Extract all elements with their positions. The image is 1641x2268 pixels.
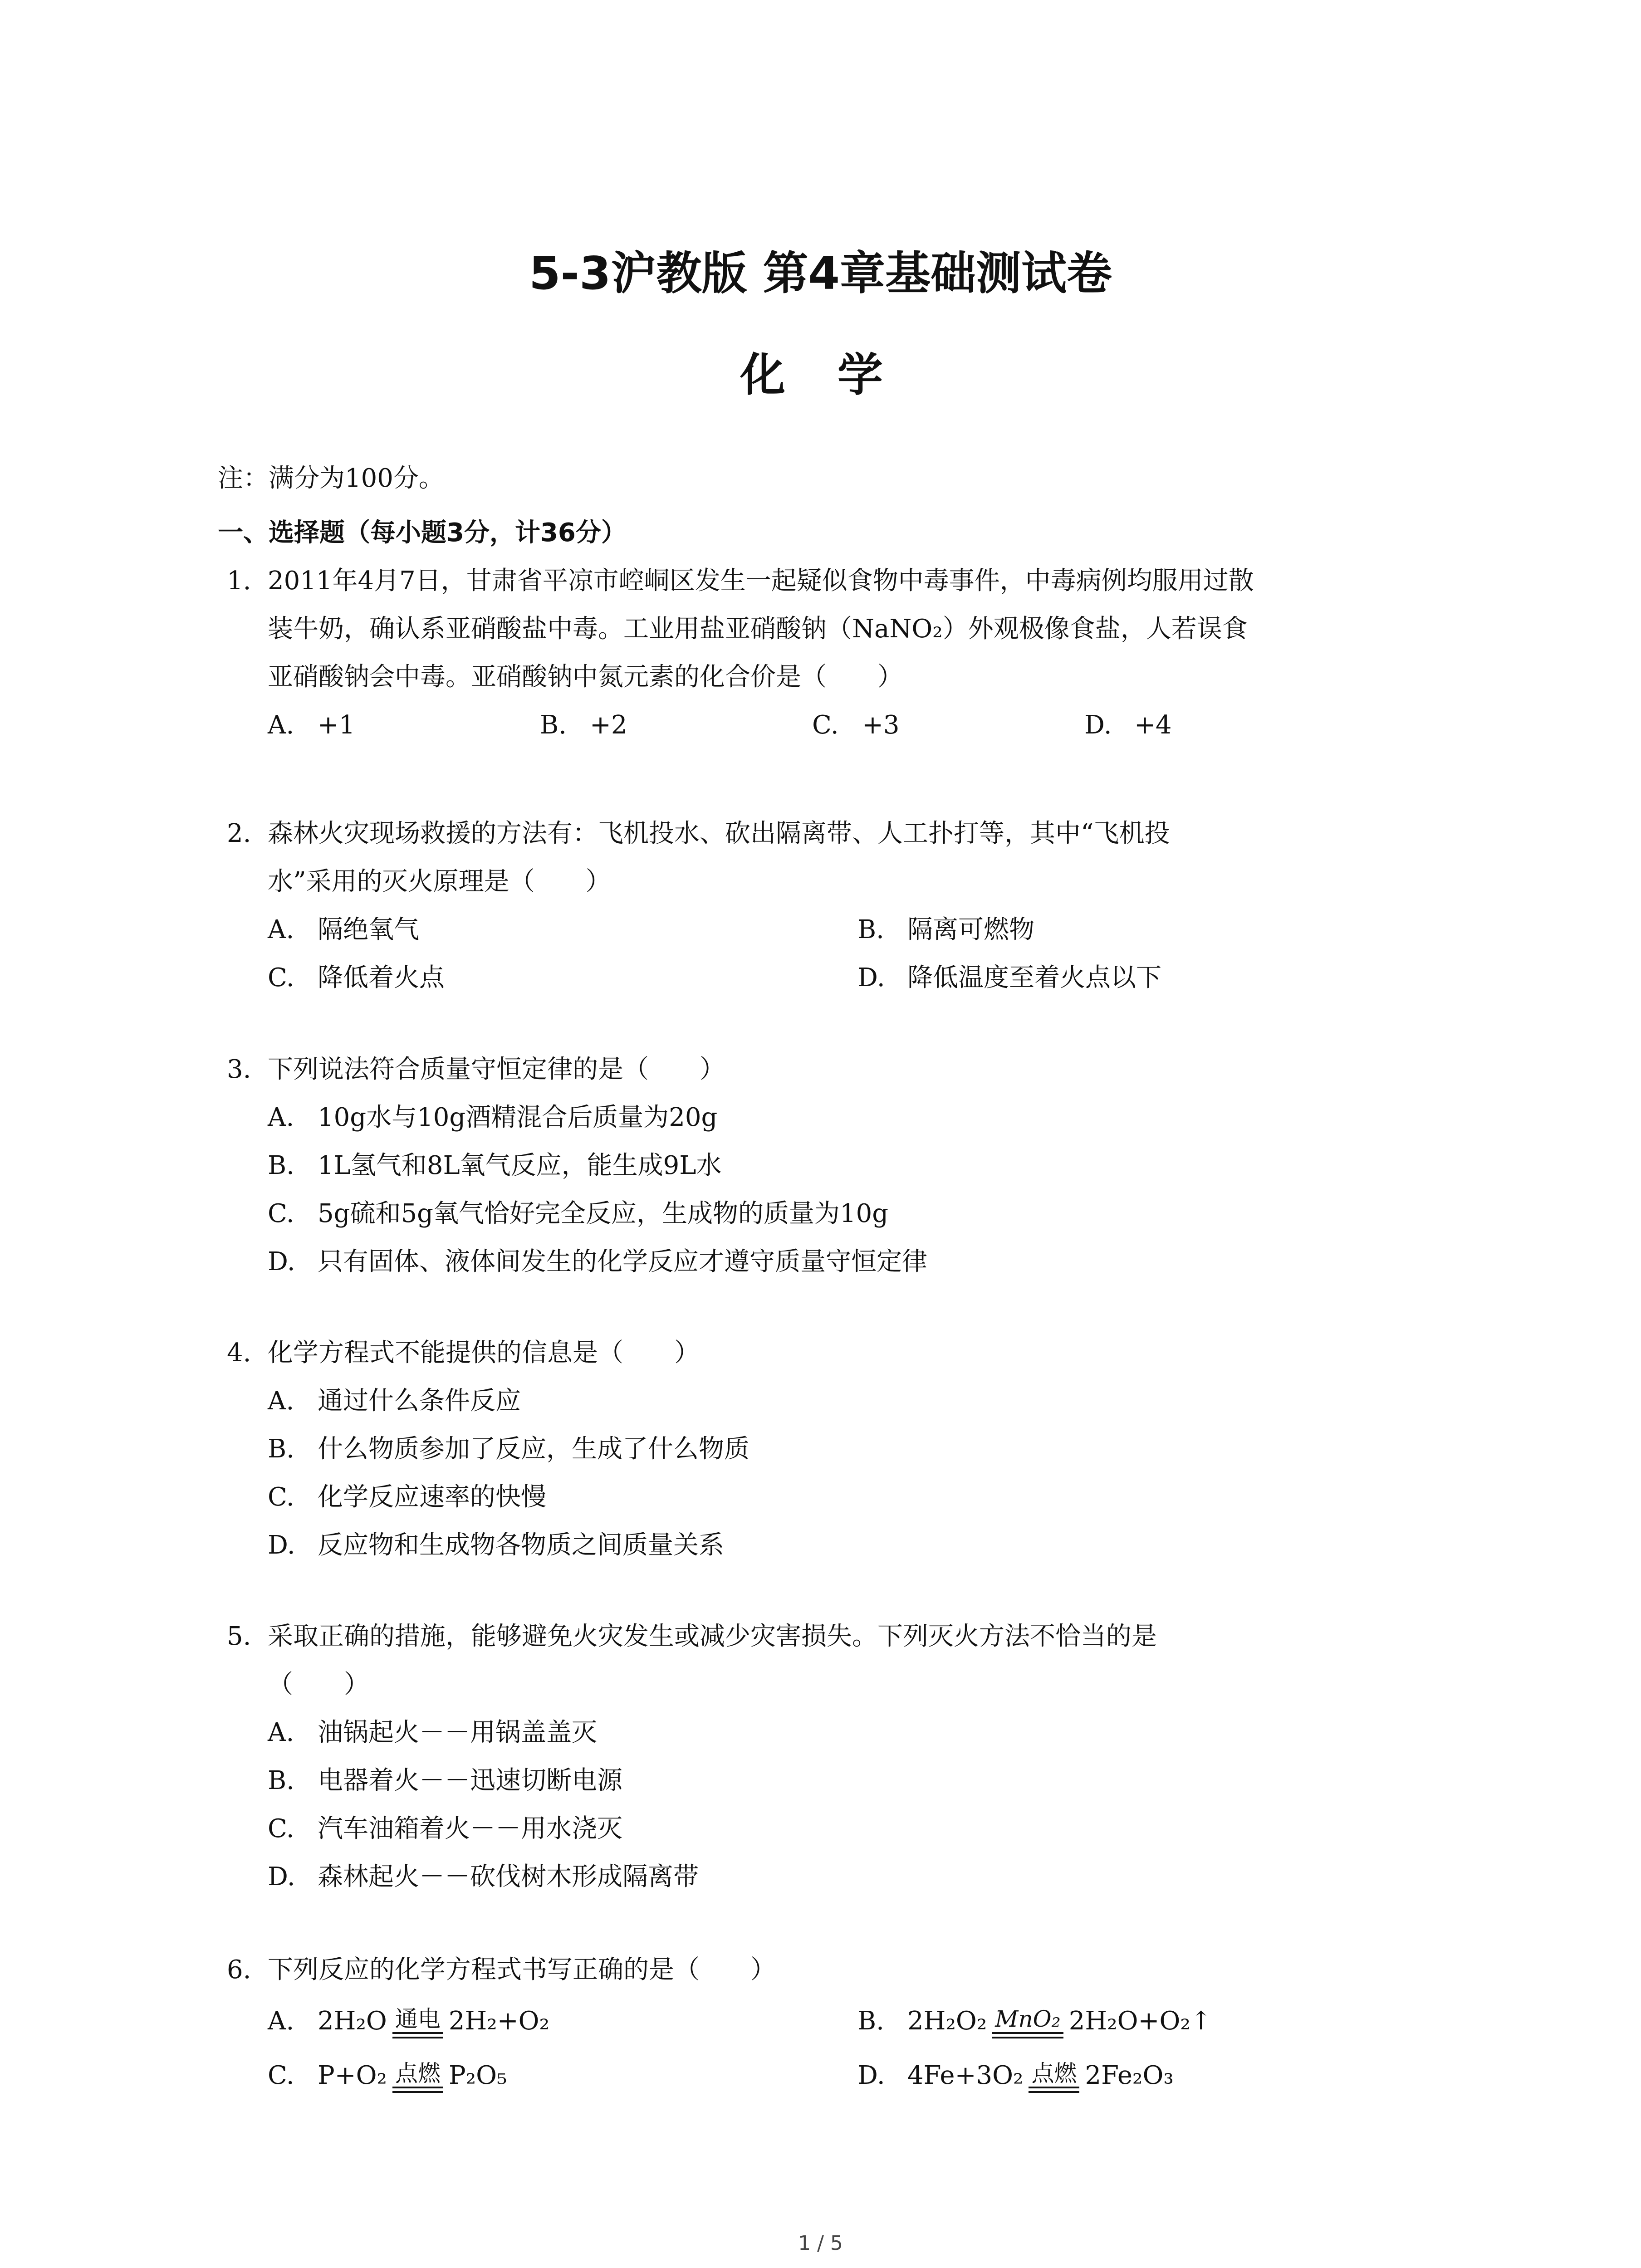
- stem-line: 下列说法符合质量守恒定律的是（ ）: [268, 1055, 725, 1084]
- option-d[interactable]: D. 森林起火－－砍伐树木形成隔离带: [268, 1862, 699, 1892]
- options-list: [218, 1377, 1443, 1569]
- stem-line: （ ）: [268, 1670, 369, 1699]
- section-heading: 一、选择题（每小题3分，计36分）: [218, 518, 627, 547]
- question-number: 1.: [227, 566, 251, 596]
- reaction-condition: 通电: [392, 2008, 443, 2038]
- page-number: 1 / 5: [798, 2232, 843, 2255]
- option-c[interactable]: C. 5g硫和5g氧气恰好完全反应，生成物的质量为10g: [268, 1199, 889, 1228]
- options-row: [218, 1994, 1443, 2048]
- question-number: 2.: [227, 819, 251, 848]
- question-5: [218, 1613, 1443, 1901]
- question-number: 5.: [227, 1622, 251, 1651]
- option-a[interactable]: A. 10g水与10g酒精混合后质量为20g: [268, 1103, 718, 1132]
- option-d[interactable]: D. 4Fe+3O₂ 点燃 2Fe₂O₃: [857, 2048, 1174, 2103]
- question-stem: [218, 810, 1443, 906]
- double-arrow-line: [1029, 2087, 1079, 2093]
- option-a[interactable]: A. 通过什么条件反应: [268, 1386, 521, 1416]
- question-number: 4.: [227, 1338, 251, 1368]
- stem-line: 化学方程式不能提供的信息是（ ）: [268, 1338, 700, 1368]
- reaction-condition: MnO₂: [992, 2008, 1063, 2038]
- score-note: 注：满分为100分。: [218, 464, 444, 493]
- equation-right: 2H₂O+O₂↑: [1068, 2006, 1212, 2036]
- question-2: [218, 810, 1443, 1002]
- stem-line: 2011年4月7日，甘肃省平凉市崆峒区发生一起疑似食物中毒事件，中毒病例均服用过散: [268, 566, 1254, 596]
- equation-right: 2H₂+O₂: [448, 2006, 550, 2036]
- option-c[interactable]: C. P+O₂ 点燃 P₂O₅: [268, 2048, 507, 2103]
- question-4: [218, 1329, 1443, 1569]
- stem-line: 下列反应的化学方程式书写正确的是（ ）: [268, 1955, 776, 1984]
- options-list: [218, 1094, 1443, 1286]
- stem-line: 采取正确的措施，能够避免火灾发生或减少灾害损失。下列灭火方法不恰当的是: [268, 1622, 1157, 1651]
- question-stem: [218, 1046, 1443, 1094]
- question-stem: [218, 557, 1443, 701]
- stem-line: 森林火灾现场救援的方法有：飞机投水、砍出隔离带、人工扑打等，其中“飞机投: [268, 819, 1170, 848]
- question-number: 3.: [227, 1055, 251, 1084]
- options-list: [218, 1709, 1443, 1901]
- question-stem: [218, 1946, 1443, 1994]
- option-b[interactable]: B. 什么物质参加了反应，生成了什么物质: [268, 1434, 749, 1464]
- option-d[interactable]: D. 降低温度至着火点以下: [857, 963, 1161, 992]
- stem-line: 亚硝酸钠会中毒。亚硝酸钠中氮元素的化合价是（ ）: [268, 662, 903, 692]
- options-row: [218, 701, 1443, 749]
- option-c[interactable]: C. 降低着火点: [268, 963, 445, 992]
- option-d[interactable]: D. 反应物和生成物各物质之间质量关系: [268, 1530, 724, 1560]
- option-a[interactable]: A. +1: [268, 710, 355, 740]
- options-row: [218, 2048, 1443, 2103]
- option-a[interactable]: A. 2H₂O 通电 2H₂+O₂: [268, 1994, 549, 2048]
- stem-line: 水”采用的灭火原理是（ ）: [268, 867, 611, 896]
- double-arrow-line: [392, 2032, 443, 2038]
- question-number: 6.: [227, 1955, 251, 1984]
- options-row: [218, 906, 1443, 954]
- question-6: [218, 1946, 1443, 2103]
- option-b[interactable]: B. 1L氢气和8L氧气反应，能生成9L水: [268, 1151, 722, 1180]
- reaction-condition: 点燃: [1029, 2062, 1079, 2093]
- option-b[interactable]: B. +2: [540, 710, 627, 740]
- question-3: [218, 1046, 1443, 1286]
- question-stem: [218, 1329, 1443, 1377]
- option-c[interactable]: C. 汽车油箱着火－－用水浇灭: [268, 1814, 622, 1843]
- equation-right: P₂O₅: [448, 2061, 507, 2090]
- option-b[interactable]: B. 2H₂O₂ MnO₂ 2H₂O+O₂↑: [857, 1994, 1212, 2048]
- reaction-condition: 点燃: [392, 2062, 443, 2093]
- double-arrow-line: [992, 2032, 1063, 2038]
- option-b[interactable]: B. 隔离可燃物: [857, 915, 1034, 944]
- document-title: 5-3沪教版 第4章基础测试卷: [529, 247, 1112, 300]
- equation-right: 2Fe₂O₃: [1085, 2061, 1174, 2090]
- option-d[interactable]: D. +4: [1084, 710, 1172, 740]
- equation-left: 2H₂O: [318, 2006, 387, 2036]
- question-stem: [218, 1613, 1443, 1709]
- option-b[interactable]: B. 电器着火－－迅速切断电源: [268, 1766, 622, 1795]
- option-a[interactable]: A. 隔绝氧气: [268, 915, 419, 944]
- option-d[interactable]: D. 只有固体、液体间发生的化学反应才遵守质量守恒定律: [268, 1247, 927, 1276]
- option-a[interactable]: A. 油锅起火－－用锅盖盖灭: [268, 1718, 597, 1747]
- stem-line: 装牛奶，确认系亚硝酸盐中毒。工业用盐亚硝酸钠（NaNO₂）外观极像食盐，人若误食: [268, 614, 1248, 644]
- question-1: [218, 557, 1443, 749]
- options-row: [218, 954, 1443, 1002]
- equation-left: 4Fe+3O₂: [907, 2061, 1024, 2090]
- double-arrow-line: [392, 2087, 443, 2093]
- option-c[interactable]: C. 化学反应速率的快慢: [268, 1482, 546, 1512]
- subject-title: 化 学: [740, 348, 901, 401]
- option-c[interactable]: C. +3: [812, 710, 900, 740]
- equation-left: P+O₂: [318, 2061, 387, 2090]
- equation-left: 2H₂O₂: [907, 2006, 987, 2036]
